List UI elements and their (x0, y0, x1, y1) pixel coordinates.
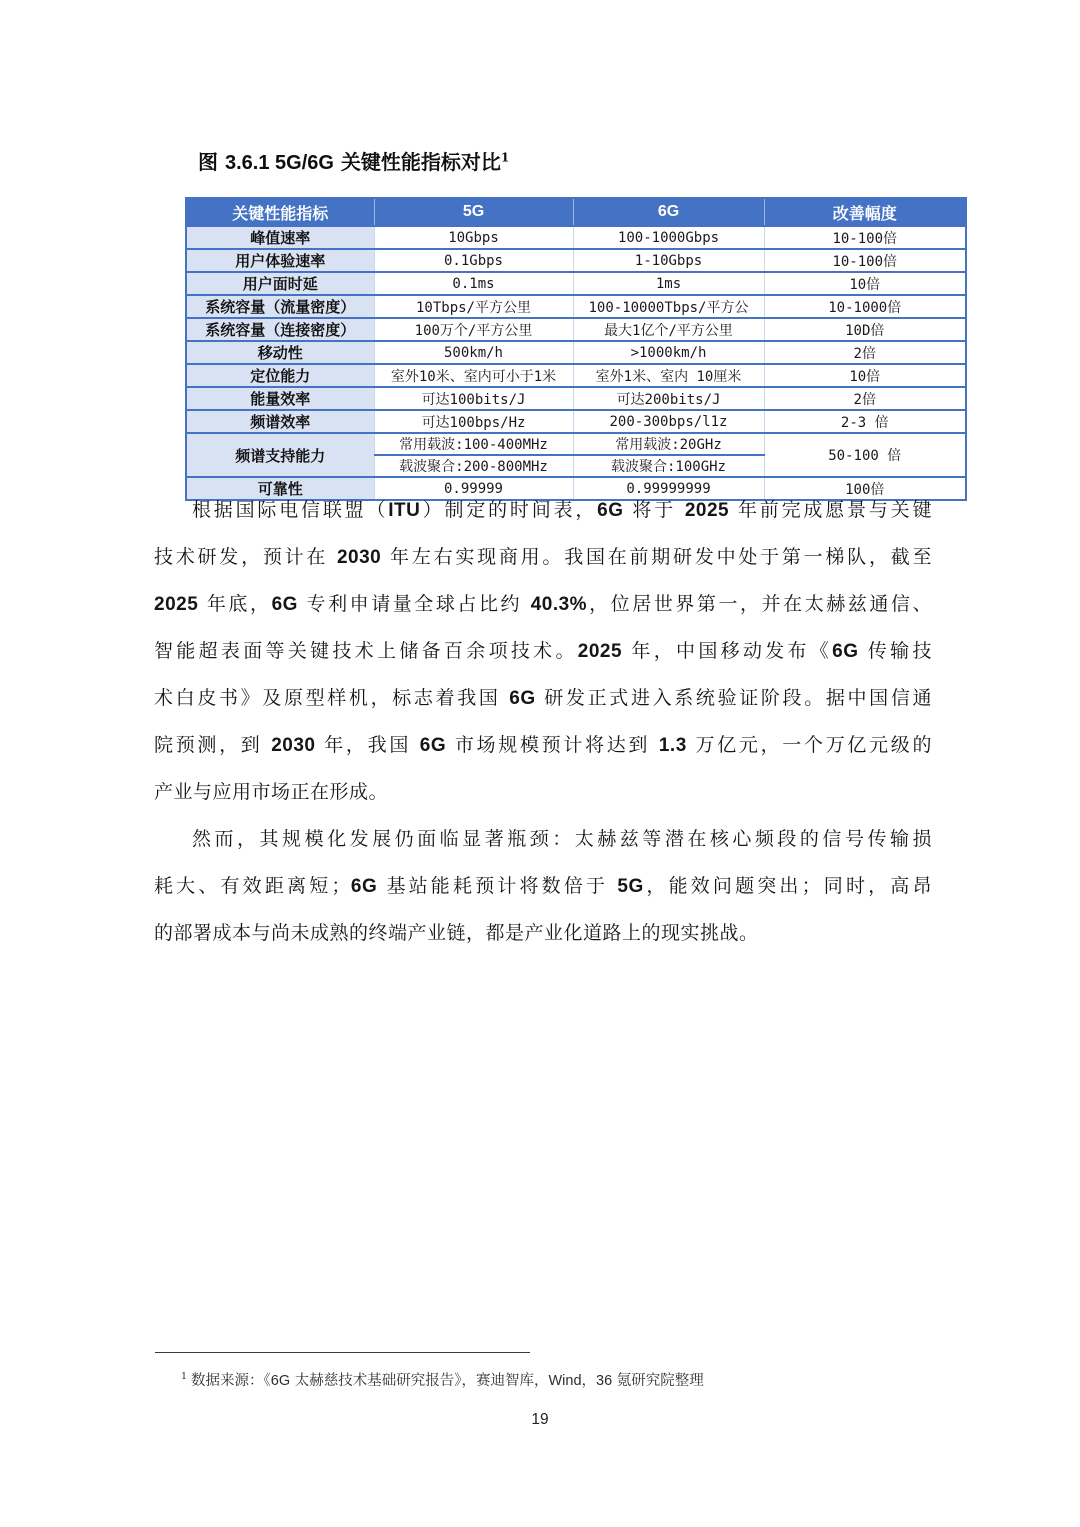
g5-value-cell: 0.99999 (374, 477, 573, 500)
g5-value-cell: 10Tbps/平方公里 (374, 295, 573, 318)
paragraph-line: 的部署成本与尚未成熟的终端产业链，都是产业化道路上的现实挑战。 (154, 922, 759, 944)
metric-label-cell: 峰值速率 (186, 226, 374, 249)
table-row (186, 295, 966, 318)
g5-value-cell: 500km/h (374, 341, 573, 364)
metric-label-cell: 定位能力 (186, 364, 374, 387)
g6-value-cell: >1000km/h (573, 341, 764, 364)
paragraph-line: 2025 年底，6G 专利申请量全球占比约 40.3%，位居世界第一，并在太赫兹通信、 (154, 593, 932, 615)
metric-label-cell: 能量效率 (186, 387, 374, 410)
table-row (186, 226, 966, 249)
figure-title-text: 图 3.6.1 5G/6G 关键性能指标对比 (198, 150, 501, 174)
footnote-separator (155, 1352, 530, 1353)
g6-value-cell: 室外1米、室内 10厘米 (573, 364, 764, 387)
paragraph-line: 智能超表面等关键技术上储备百余项技术。2025 年，中国移动发布《6G 传输技 (154, 640, 932, 662)
header-gain: 改善幅度 (764, 198, 966, 226)
metric-label-cell: 可靠性 (186, 477, 374, 500)
g5-value-cell: 可达100bits/J (374, 387, 573, 410)
paragraph-line: 产业与应用市场正在形成。 (154, 781, 389, 803)
g6-value-cell: 100-1000Gbps (573, 226, 764, 249)
table-row (186, 249, 966, 272)
g6-value-cell: 100-10000Tbps/平方公 (573, 295, 764, 318)
header-6g: 6G (573, 198, 764, 226)
g5-value-cell: 100万个/平方公里 (374, 318, 573, 341)
table-row (186, 387, 966, 410)
metric-label-cell: 系统容量（流量密度） (186, 295, 374, 318)
g6-value-cell: 1ms (573, 272, 764, 295)
table-row (186, 364, 966, 387)
paragraph-line: 根据国际电信联盟（ITU）制定的时间表，6G 将于 2025 年前完成愿景与关键 (192, 499, 932, 521)
table-header-row (186, 198, 966, 226)
footnote-text: 数据来源：《6G 太赫慈技术基础研究报告》，赛迪智库，Wind，36 氪研究院整理 (191, 1372, 704, 1389)
table-row (186, 272, 966, 295)
gain-value-cell: 10倍 (764, 272, 966, 295)
footnote (181, 1366, 901, 1392)
body-text (154, 487, 932, 957)
kpi-comparison-table (185, 197, 967, 501)
table-row (186, 318, 966, 341)
g5-value-cell: 0.1Gbps (374, 249, 573, 272)
g6-value-cell: 0.99999999 (573, 477, 764, 500)
g5-value-cell: 可达100bps/Hz (374, 410, 573, 433)
g5-value-cell: 室外10米、室内可小于1米 (374, 364, 573, 387)
header-metric: 关键性能指标 (186, 198, 374, 226)
metric-label-cell: 频谱效率 (186, 410, 374, 433)
metric-label-cell: 系统容量（连接密度） (186, 318, 374, 341)
g6-value-cell: 200-300bps/l1z (573, 410, 764, 433)
figure-footnote-ref: 1 (500, 150, 510, 165)
g5-aggregation-cell: 载波聚合:200-800MHz (374, 455, 573, 477)
gain-value-cell: 10D倍 (764, 318, 966, 341)
paragraph-line: 然而，其规模化发展仍面临显著瓶颈：太赫兹等潜在核心频段的信号传输损 (192, 828, 932, 850)
gain-value-cell: 100倍 (764, 477, 966, 500)
paragraph-line: 技术研发，预计在 2030 年左右实现商用。我国在前期研发中处于第一梯队，截至 (154, 546, 933, 568)
g6-carrier-cell: 常用载波:20GHz (573, 433, 764, 455)
metric-label-cell: 用户面时延 (186, 272, 374, 295)
paragraph-line: 术白皮书》及原型样机，标志着我国 6G 研发正式进入系统验证阶段。据中国信通 (154, 687, 933, 709)
g5-value-cell: 0.1ms (374, 272, 573, 295)
page-number: 19 (531, 1411, 549, 1428)
metric-label-cell: 频谱支持能力 (186, 433, 374, 477)
paragraph-line: 院预测，到 2030 年，我国 6G 市场规模预计将达到 1.3 万亿元，一个万亿元级的 (154, 734, 932, 756)
metric-label-cell: 移动性 (186, 341, 374, 364)
g6-value-cell: 1-10Gbps (573, 249, 764, 272)
g5-value-cell: 10Gbps (374, 226, 573, 249)
metric-label-cell: 用户体验速率 (186, 249, 374, 272)
g6-aggregation-cell: 载波聚合:100GHz (573, 455, 764, 477)
gain-value-cell: 2倍 (764, 387, 966, 410)
table-row (186, 341, 966, 364)
gain-value-cell: 50-100 倍 (764, 433, 966, 477)
table-row (186, 410, 966, 433)
gain-value-cell: 2-3 倍 (764, 410, 966, 433)
g6-value-cell: 可达200bits/J (573, 387, 764, 410)
g5-carrier-cell: 常用载波:100-400MHz (374, 433, 573, 455)
footnote-marker: 1 (181, 1371, 188, 1382)
figure-title (198, 146, 509, 175)
gain-value-cell: 10倍 (764, 364, 966, 387)
gain-value-cell: 10-1000倍 (764, 295, 966, 318)
header-5g: 5G (374, 198, 573, 226)
gain-value-cell: 10-100倍 (764, 226, 966, 249)
gain-value-cell: 2倍 (764, 341, 966, 364)
gain-value-cell: 10-100倍 (764, 249, 966, 272)
table-row-spectrum-1 (186, 433, 966, 455)
paragraph-line: 耗大、有效距离短；6G 基站能耗预计将数倍于 5G，能效问题突出；同时，高昂 (154, 875, 932, 897)
g6-value-cell: 最大1亿个/平方公里 (573, 318, 764, 341)
